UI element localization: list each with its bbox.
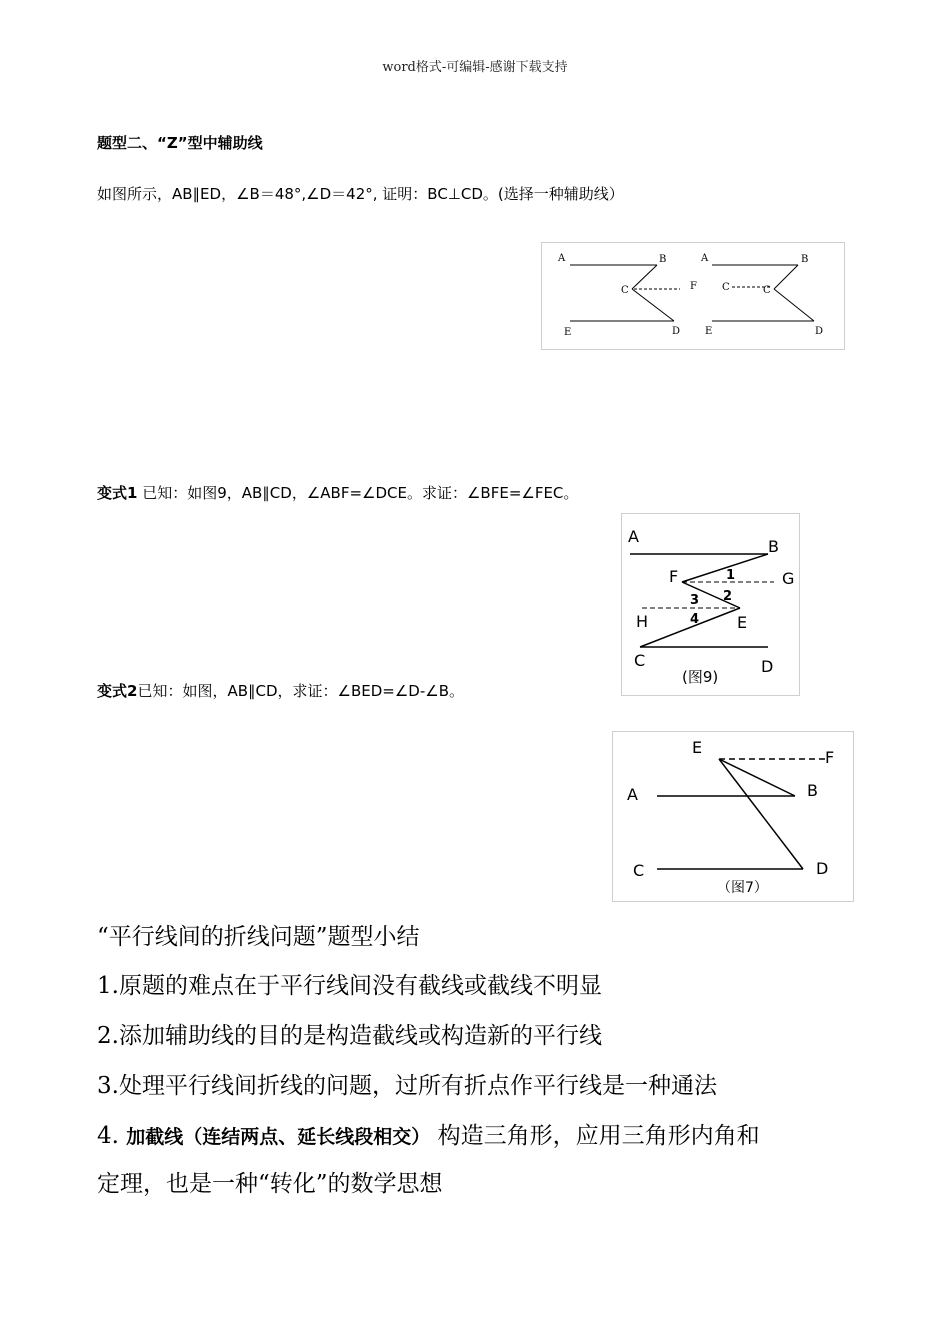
summary-item-4-continued: 定理，也是一种“转化”的数学思想 <box>97 1171 443 1197</box>
variant1-label: 变式1 <box>97 484 138 502</box>
fig9-label-f: F <box>669 567 679 586</box>
variant1-text: 已知：如图9，AB∥CD，∠ABF=∠DCE。求证：∠BFE=∠FEC。 <box>137 484 579 502</box>
fig9-caption: (图9) <box>682 668 719 686</box>
fig1-label-e-right: E <box>705 326 713 337</box>
figure-7 <box>612 731 854 902</box>
fig9-label-c: C <box>634 651 646 670</box>
variant2-statement <box>97 680 464 701</box>
fig9-angle-1: 1 <box>726 568 736 583</box>
summary-item-3: 3.处理平行线间折线的问题，过所有折点作平行线是一种通法 <box>97 1073 717 1099</box>
fig1-label-b-left: B <box>659 254 667 265</box>
fig1-label-c-left: C <box>621 285 629 296</box>
fig9-label-b: B <box>768 537 779 556</box>
fig9-label-h: H <box>636 612 649 631</box>
fig7-label-e: E <box>692 738 703 757</box>
variant2-label: 变式2 <box>97 682 138 700</box>
fig1-label-e-left: E <box>564 327 572 338</box>
fig7-label-f: F <box>825 748 835 767</box>
problem-statement: 如图所示，AB∥ED，∠B＝48°,∠D＝42°, 证明：BC⊥CD。(选择一种辅助线） <box>97 185 624 203</box>
variant1-statement <box>97 482 578 503</box>
summary-item-4 <box>97 1117 760 1150</box>
fig1-label-a-left: A <box>558 253 566 264</box>
fig9-angle-4: 4 <box>690 612 700 627</box>
figure-z-shape <box>541 242 845 350</box>
page-header: word格式-可编辑-感谢下载支持 <box>382 60 568 75</box>
section-title: 题型二、“Z”型中辅助线 <box>97 134 263 152</box>
fig9-angle-3: 3 <box>690 593 700 608</box>
figure-9 <box>621 513 800 696</box>
fig9-label-g: G <box>782 569 795 588</box>
fig7-label-d: D <box>816 859 829 878</box>
fig9-angle-2: 2 <box>723 589 733 604</box>
summary-title: “平行线间的折线问题”题型小结 <box>97 924 420 950</box>
fig1-label-c-right-inner: C <box>763 285 771 296</box>
fig1-label-d-left: D <box>672 326 681 337</box>
fig1-label-d-right: D <box>815 326 824 337</box>
summary-item-4-bold: 加截线（连结两点、延长线段相交） <box>126 1126 431 1148</box>
fig1-label-a-right: A <box>701 253 709 264</box>
fig7-label-b: B <box>807 781 818 800</box>
fig7-label-a: A <box>627 785 638 804</box>
fig1-label-f: F <box>690 281 697 292</box>
fig7-label-c: C <box>633 861 645 880</box>
summary-item-4-rest: 构造三角形，应用三角形内角和 <box>437 1123 760 1149</box>
summary-item-2: 2.添加辅助线的目的是构造截线或构造新的平行线 <box>97 1023 602 1049</box>
fig1-label-c-right-outer: C <box>722 282 730 293</box>
fig1-label-b-right: B <box>801 254 809 265</box>
fig9-label-e: E <box>737 613 748 632</box>
summary-item-4-number: 4. <box>97 1123 127 1149</box>
fig9-label-d: D <box>761 657 774 676</box>
variant2-text: 已知：如图，AB∥CD，求证：∠BED=∠D-∠B。 <box>137 682 464 700</box>
fig7-caption: （图7） <box>717 880 768 896</box>
fig9-label-a: A <box>628 527 639 546</box>
summary-item-1: 1.原题的难点在于平行线间没有截线或截线不明显 <box>97 973 602 999</box>
